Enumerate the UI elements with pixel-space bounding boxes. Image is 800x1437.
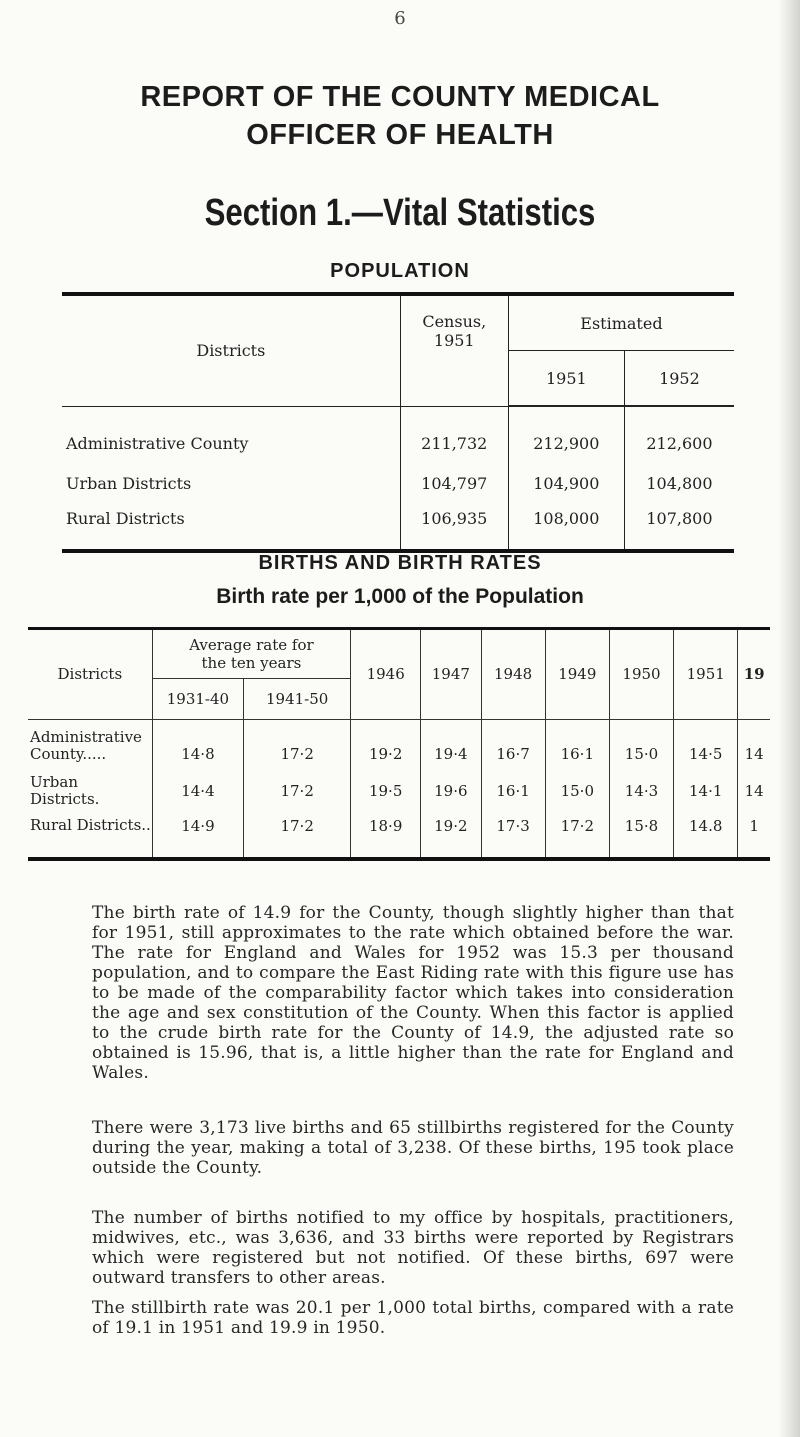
br-col-year: 1948: [481, 629, 545, 719]
br-cell: 16·1: [545, 719, 609, 769]
paragraph-text: The stillbirth rate was 20.1 per 1,000 total births, compared with a rate of 19.1 in 1951 and 19.9 in 1950.: [92, 1298, 734, 1338]
pop-row-district: Urban Districts: [66, 473, 192, 493]
br-cell: 19·5: [351, 769, 421, 813]
br-cell: 18·9: [351, 813, 421, 859]
br-cell: 16·7: [481, 719, 545, 769]
br-cell: 15·0: [609, 719, 673, 769]
table-row: [28, 813, 770, 859]
births-heading: BIRTHS AND BIRTH RATES: [258, 552, 542, 574]
paragraph-text: There were 3,173 live births and 65 stillbirths registered for the County during the year, making a total of 3,238. Of these births, 195 took place outside the County.: [92, 1118, 734, 1178]
br-col-year: 19: [738, 629, 770, 719]
br-row-district-line1: Administrative: [30, 728, 142, 746]
table-row: [62, 407, 734, 464]
br-row-district-line2: County.....: [30, 745, 107, 763]
pop-col-est-1952: 1952: [624, 351, 734, 406]
pop-col-estimated: Estimated: [508, 294, 734, 351]
population-table: [62, 292, 734, 553]
pop-row-est1951: 104,900: [508, 463, 624, 503]
br-col-year: 1947: [421, 629, 481, 719]
birth-rates-table: [28, 627, 770, 861]
br-cell: 1: [738, 813, 770, 859]
br-col-year: 1949: [545, 629, 609, 719]
pop-col-districts: Districts: [196, 341, 266, 361]
paragraph-birth-rate: [92, 903, 734, 1083]
br-cell: 15·8: [609, 813, 673, 859]
pop-row-district: Administrative County: [66, 433, 249, 453]
br-cell: 19·4: [421, 719, 481, 769]
br-cell: 19·2: [421, 813, 481, 859]
br-cell: 17·2: [244, 769, 351, 813]
br-col-average-line1: Average rate for: [189, 636, 314, 654]
br-col-1941: 1941-50: [244, 679, 351, 719]
table-row: [62, 503, 734, 551]
br-cell: 14·5: [674, 719, 738, 769]
br-cell: 14·3: [609, 769, 673, 813]
page-number: 6: [394, 8, 406, 29]
pop-row-district: Rural Districts: [66, 509, 185, 528]
report-title: [0, 78, 800, 154]
br-cell: 14: [738, 769, 770, 813]
paragraph-text: The number of births notified to my office by hospitals, practitioners, midwives, etc., was 3,636, and 33 births were reported by Registrars which were registered but not notified. Of these births, 697 were outward transfers to other areas.: [92, 1208, 734, 1288]
br-cell: 14·9: [152, 813, 243, 859]
br-col-1931: 1931-40: [152, 679, 243, 719]
pop-row-est1952: 107,800: [646, 509, 713, 528]
paragraph-live-births: [92, 1118, 734, 1178]
br-row-district: Rural Districts..: [30, 816, 151, 834]
table-row: [28, 769, 770, 813]
pop-row-est1952: 212,600: [646, 433, 713, 453]
pop-row-census: 106,935: [400, 503, 508, 551]
br-cell: 17·2: [244, 813, 351, 859]
br-cell: 16·1: [481, 769, 545, 813]
br-cell: 19·6: [421, 769, 481, 813]
br-cell: 14: [738, 719, 770, 769]
br-col-average-line2: the ten years: [201, 654, 302, 672]
br-cell: 14.8: [674, 813, 738, 859]
pop-col-census: [400, 294, 508, 406]
br-col-districts: Districts: [57, 665, 123, 684]
paragraph-text: The birth rate of 14.9 for the County, though slightly higher than that for 1951, still approximates to the rate which obtained before the war. The rate for England and Wales for 1952 was 15.3 per thousand population, and to compare the East Riding rate with this figure use has to be made of the comparability factor which takes into consideration the age and sex constitution of the County. When this factor is applied to the crude birth rate for the County of 14.9, the adjusted rate so obtained is 15.96, that is, a little higher than the rate for England and Wales.: [92, 903, 734, 1083]
br-col-year: 1950: [609, 629, 673, 719]
births-subheading: Birth rate per 1,000 of the Population: [216, 585, 584, 608]
pop-col-est-1951: 1951: [508, 351, 624, 406]
br-cell: 17·2: [545, 813, 609, 859]
pop-row-census: 211,732: [400, 407, 508, 464]
pop-row-est1951: 108,000: [508, 503, 624, 551]
table-row: [28, 719, 770, 769]
paragraph-stillbirth-rate: [92, 1298, 734, 1338]
br-col-average: [152, 629, 350, 679]
pop-row-est1952: 104,800: [646, 473, 713, 493]
pop-row-est1951: 212,900: [508, 407, 624, 464]
pop-col-census-line2: 1951: [433, 330, 475, 350]
table-row: [62, 463, 734, 503]
population-heading: POPULATION: [330, 260, 470, 282]
br-cell: 15·0: [545, 769, 609, 813]
br-row-district: [28, 719, 152, 769]
paragraph-notified-births: [92, 1208, 734, 1288]
br-cell: 17·2: [244, 719, 351, 769]
br-col-year: 1951: [674, 629, 738, 719]
page-edge-shadow: [778, 0, 800, 1437]
br-col-year: 1946: [351, 629, 421, 719]
pop-col-census-line1: Census,: [422, 311, 487, 331]
br-cell: 19·2: [351, 719, 421, 769]
report-title-line1: REPORT OF THE COUNTY MEDICAL: [140, 81, 660, 113]
br-cell: 14·1: [674, 769, 738, 813]
report-title-line2: OFFICER OF HEALTH: [246, 119, 554, 151]
br-cell: 17·3: [481, 813, 545, 859]
pop-row-census: 104,797: [400, 463, 508, 503]
br-cell: 14·8: [152, 719, 243, 769]
section-title: Section 1.—Vital Statistics: [204, 192, 596, 234]
br-cell: 14·4: [152, 769, 243, 813]
br-row-district: Urban Districts.: [30, 773, 100, 808]
